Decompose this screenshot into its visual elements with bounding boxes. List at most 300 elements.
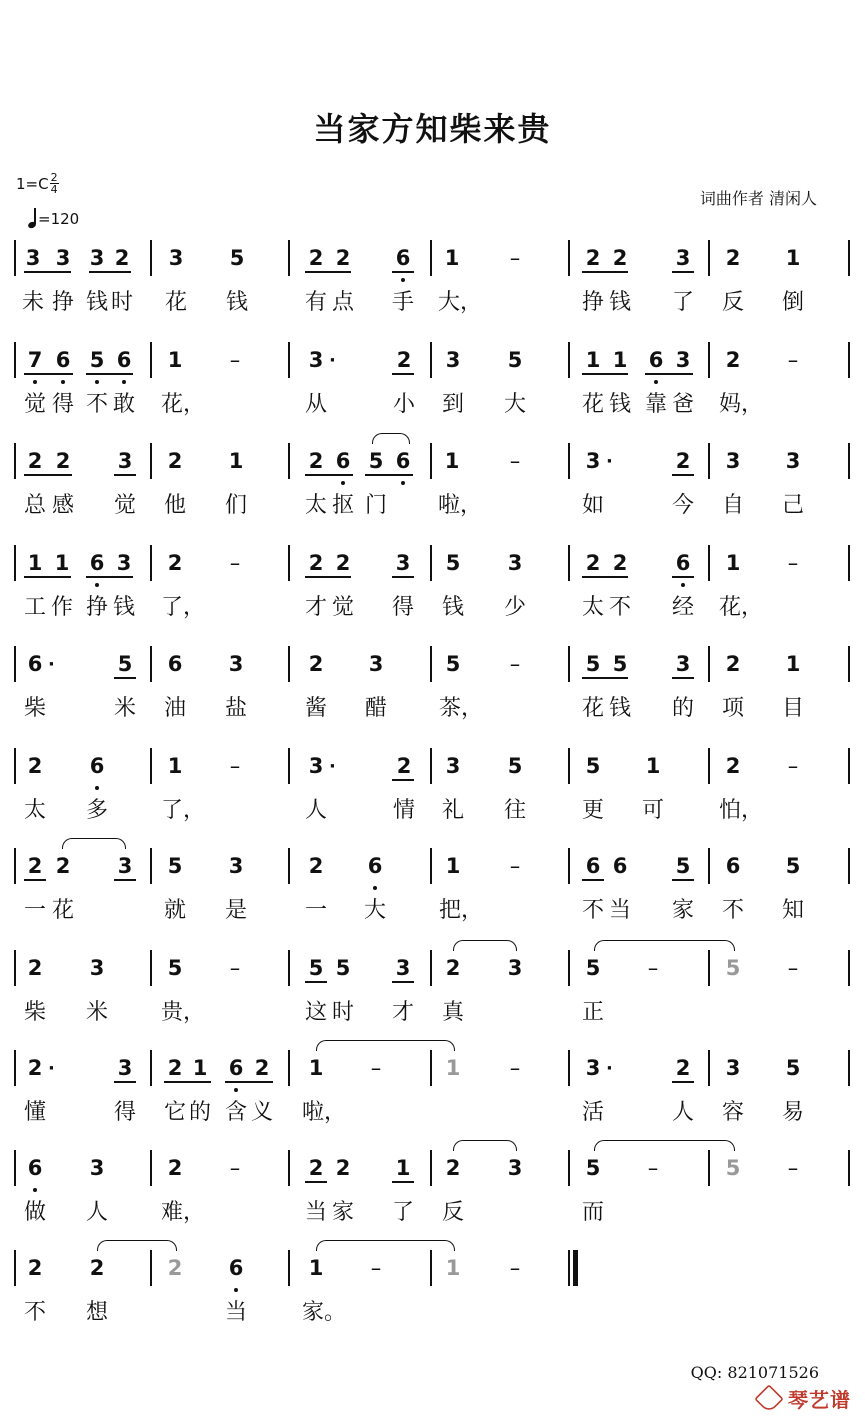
note: 2 — [167, 1156, 183, 1180]
note: 6 — [671, 551, 695, 575]
bar-line — [430, 1050, 432, 1086]
bar-line — [708, 950, 710, 986]
lyric-char: 抠 — [331, 493, 354, 518]
bar-line — [848, 1150, 850, 1186]
lyric-char: 不 — [85, 392, 108, 417]
lyric-char: 人 — [85, 1200, 108, 1225]
note: 2 — [308, 246, 324, 270]
lyric-char: 作 — [50, 595, 73, 620]
dash-note: – — [647, 956, 659, 980]
quarter-note-icon — [28, 208, 36, 228]
lyric-char: 一 — [304, 898, 327, 923]
note: 3 — [55, 246, 71, 270]
lyric-char: 酱 — [304, 696, 327, 721]
lyric-char: 自 — [721, 493, 744, 518]
dash-note: – — [229, 956, 241, 980]
note: 3 — [368, 652, 384, 676]
underline-beam — [86, 373, 133, 375]
lyric-char: 了 — [671, 290, 694, 315]
lyric-char: 经 — [671, 595, 694, 620]
note: 3 — [675, 652, 691, 676]
note: 1 — [445, 854, 461, 878]
note: 2 — [308, 449, 324, 473]
note: 1 — [167, 754, 183, 778]
note: 1 — [444, 246, 460, 270]
note: 2 — [55, 854, 71, 878]
lyric-char: 反 — [721, 290, 744, 315]
lyric-char: 柴 — [23, 1000, 46, 1025]
lyric-char: 活 — [581, 1100, 604, 1125]
lyric-char: 就 — [163, 898, 186, 923]
note: 7 — [23, 348, 47, 372]
lyric-char: 啦， — [438, 493, 483, 518]
lyric-char: 花， — [161, 392, 206, 417]
underline-beam — [114, 677, 136, 679]
lyric-char: 今 — [671, 493, 694, 518]
lyric-char: 项 — [721, 696, 744, 721]
lyric-char: 往 — [503, 798, 526, 823]
lyric-char: 目 — [781, 696, 804, 721]
note: 5 — [335, 956, 351, 980]
note: 5 — [585, 754, 601, 778]
underline-beam — [392, 373, 414, 375]
note: 5 — [229, 246, 245, 270]
dash-note: – — [787, 348, 799, 372]
bar-line — [568, 545, 570, 581]
lyric-char: 想 — [85, 1300, 108, 1325]
lyric-char: 怕， — [719, 798, 764, 823]
lyric-char: 难， — [161, 1200, 206, 1225]
note: 2 — [585, 551, 601, 575]
note: 2 — [335, 246, 351, 270]
lyric-char: 从 — [304, 392, 327, 417]
augmentation-dot: · — [606, 1058, 613, 1079]
bar-line — [288, 342, 290, 378]
note: 2 — [725, 754, 741, 778]
underline-beam — [24, 271, 71, 273]
underline-beam — [392, 1181, 414, 1183]
note: 2 — [167, 1056, 183, 1080]
dash-note: – — [509, 1256, 521, 1280]
augmentation-dot: · — [48, 1058, 55, 1079]
note: 2 — [167, 449, 183, 473]
note: 6 — [612, 854, 628, 878]
note: 6 — [224, 1056, 248, 1080]
slur-arc — [97, 1240, 177, 1251]
lyric-char: 盐 — [224, 696, 247, 721]
underline-beam — [392, 576, 414, 578]
underline-beam — [672, 271, 694, 273]
note: 5 — [167, 956, 183, 980]
lyric-char: 啦， — [302, 1100, 347, 1125]
bar-line — [848, 950, 850, 986]
dash-note: – — [647, 1156, 659, 1180]
underline-beam — [114, 879, 136, 881]
lyric-char: 花 — [51, 898, 74, 923]
bar-line — [568, 1250, 570, 1286]
slur-arc — [453, 940, 517, 951]
bar-line — [14, 545, 16, 581]
note: 5 — [507, 754, 523, 778]
note: 5 — [117, 652, 133, 676]
bar-line — [430, 646, 432, 682]
note: 3 — [725, 449, 741, 473]
lyric-char: 而 — [581, 1200, 604, 1225]
lyric-char: 花 — [164, 290, 187, 315]
note: 1 — [395, 1156, 411, 1180]
bar-line — [708, 443, 710, 479]
lyric-char: 情 — [392, 798, 415, 823]
lyric-char: 才 — [391, 1000, 414, 1025]
bar-line — [150, 748, 152, 784]
lyric-char: 手 — [391, 290, 414, 315]
lyric-char: 懂 — [23, 1100, 46, 1125]
bar-line — [288, 443, 290, 479]
note: 3 — [117, 1056, 133, 1080]
bar-line — [288, 848, 290, 884]
bar-line — [848, 1050, 850, 1086]
lyric-char: 义 — [250, 1100, 273, 1125]
note: 1 — [612, 348, 628, 372]
lyric-char: 家 — [671, 898, 694, 923]
tempo-marking — [28, 208, 79, 228]
underline-beam — [582, 576, 628, 578]
note: 1 — [785, 246, 801, 270]
bar-line — [150, 545, 152, 581]
note: 3 — [308, 754, 324, 778]
augmentation-dot: · — [606, 451, 613, 472]
note: 3 — [168, 246, 184, 270]
score-row — [0, 748, 865, 848]
lyric-char: 觉 — [23, 392, 46, 417]
bar-line — [848, 240, 850, 276]
lyric-char: 钱 — [112, 595, 135, 620]
note: 1 — [308, 1256, 324, 1280]
bar-line — [150, 950, 152, 986]
bar-line — [708, 1150, 710, 1186]
bar-line — [288, 950, 290, 986]
lyric-char: 家 — [331, 1200, 354, 1225]
underline-beam — [672, 1081, 694, 1083]
lyric-char: 了， — [161, 595, 206, 620]
note: 1 — [445, 1056, 461, 1080]
note: 2 — [308, 551, 324, 575]
lyric-char: 钱 — [608, 392, 631, 417]
note: 3 — [89, 956, 105, 980]
underline-beam — [392, 981, 414, 983]
bar-line — [708, 545, 710, 581]
bar-line — [430, 240, 432, 276]
lyric-char: 的 — [671, 696, 694, 721]
bar-line — [150, 1050, 152, 1086]
note: 2 — [27, 449, 43, 473]
lyric-char: 把， — [439, 898, 484, 923]
bar-line — [848, 342, 850, 378]
lyric-char: 当 — [304, 1200, 327, 1225]
time-signature — [50, 172, 59, 195]
lyric-char: 敢 — [112, 392, 135, 417]
slur-arc — [453, 1140, 517, 1151]
lyric-char: 茶， — [439, 696, 484, 721]
note: 2 — [167, 551, 183, 575]
bar-line — [848, 443, 850, 479]
lyric-char: 了， — [161, 798, 206, 823]
note: 5 — [167, 854, 183, 878]
lyric-char: 做 — [23, 1200, 46, 1225]
bar-line — [430, 342, 432, 378]
lyric-char: 一 — [23, 898, 46, 923]
note: 5 — [612, 652, 628, 676]
note: 1 — [192, 1056, 208, 1080]
lyric-char: 小 — [392, 392, 415, 417]
dash-note: – — [509, 652, 521, 676]
note: 2 — [89, 1256, 105, 1280]
dash-note: – — [229, 551, 241, 575]
note: 1 — [308, 1056, 324, 1080]
note: 3 — [228, 854, 244, 878]
lyric-char: 含 — [224, 1100, 247, 1125]
note: 3 — [445, 754, 461, 778]
bar-line — [14, 950, 16, 986]
note: 1 — [444, 449, 460, 473]
slur-arc — [372, 433, 410, 444]
note: 5 — [308, 956, 324, 980]
score-row — [0, 443, 865, 543]
dash-note: – — [509, 449, 521, 473]
note: 2 — [612, 551, 628, 575]
note: 6 — [585, 854, 601, 878]
augmentation-dot: · — [329, 756, 336, 777]
bar-line — [708, 342, 710, 378]
lyric-char: 反 — [441, 1200, 464, 1225]
note: 5 — [445, 652, 461, 676]
dash-note: – — [787, 754, 799, 778]
bar-line — [430, 848, 432, 884]
lyric-char: 太 — [23, 798, 46, 823]
bar-line — [708, 748, 710, 784]
lyric-char: 不 — [23, 1300, 46, 1325]
bar-line — [14, 240, 16, 276]
note: 5 — [507, 348, 523, 372]
bar-line — [150, 848, 152, 884]
lyric-char: 时 — [110, 290, 133, 315]
note: 1 — [27, 551, 43, 575]
underline-beam — [305, 271, 351, 273]
note: 6 — [112, 348, 136, 372]
slur-arc — [594, 940, 735, 951]
underline-beam — [305, 1181, 327, 1183]
bar-line — [288, 1050, 290, 1086]
note: 2 — [27, 1056, 43, 1080]
lyric-char: 得 — [51, 392, 74, 417]
note: 1 — [228, 449, 244, 473]
bar-line — [708, 240, 710, 276]
bar-line — [288, 646, 290, 682]
underline-beam — [24, 879, 46, 881]
time-denominator: 4 — [50, 183, 58, 196]
note: 5 — [785, 1056, 801, 1080]
lyric-char: 不 — [581, 898, 604, 923]
lyric-char: 家。 — [302, 1300, 347, 1325]
lyric-char: 可 — [641, 798, 664, 823]
note: 2 — [445, 1156, 461, 1180]
lyric-char: 到 — [441, 392, 464, 417]
note: 6 — [391, 246, 415, 270]
note: 2 — [167, 1256, 183, 1280]
underline-beam — [24, 576, 71, 578]
lyric-char: 更 — [581, 798, 604, 823]
lyric-char: 有 — [304, 290, 327, 315]
note: 2 — [675, 1056, 691, 1080]
lyric-char: 靠 — [644, 392, 667, 417]
lyric-char: 不 — [721, 898, 744, 923]
bar-line — [14, 443, 16, 479]
bar-line — [430, 748, 432, 784]
underline-beam — [305, 576, 351, 578]
note: 5 — [585, 1156, 601, 1180]
lyric-char: 己 — [781, 493, 804, 518]
augmentation-dot: · — [329, 350, 336, 371]
score-row — [0, 545, 865, 645]
note: 2 — [27, 956, 43, 980]
note: 6 — [27, 652, 43, 676]
lyric-char: 总 — [23, 493, 46, 518]
lyric-char: 大 — [363, 898, 386, 923]
lyric-char: 大， — [438, 290, 483, 315]
lyric-char: 爸 — [671, 392, 694, 417]
note: 5 — [368, 449, 384, 473]
bar-line — [150, 1250, 152, 1286]
bar-line — [288, 1150, 290, 1186]
lyric-char: 不 — [608, 595, 631, 620]
underline-beam — [24, 373, 73, 375]
note: 6 — [363, 854, 387, 878]
note: 2 — [725, 348, 741, 372]
lyric-char: 们 — [224, 493, 247, 518]
key-signature — [16, 172, 59, 195]
bar-line — [568, 646, 570, 682]
note: 3 — [507, 551, 523, 575]
bar-line — [568, 1150, 570, 1186]
underline-beam — [672, 677, 694, 679]
lyric-char: 花 — [581, 392, 604, 417]
lyric-char: 如 — [581, 493, 604, 518]
note: 3 — [507, 956, 523, 980]
score-row — [0, 1150, 865, 1250]
bar-line — [430, 443, 432, 479]
dash-note: – — [370, 1056, 382, 1080]
bar-line — [708, 848, 710, 884]
bar-line — [288, 1250, 290, 1286]
bar-line — [288, 240, 290, 276]
bar-line — [430, 950, 432, 986]
bar-line — [568, 240, 570, 276]
underline-beam — [114, 474, 136, 476]
score-row — [0, 1050, 865, 1150]
lyric-char: 少 — [503, 595, 526, 620]
lyric-char: 他 — [163, 493, 186, 518]
underline-beam — [164, 1081, 211, 1083]
note: 6 — [23, 1156, 47, 1180]
lyric-char: 钱 — [85, 290, 108, 315]
score-row — [0, 646, 865, 746]
lyric-char: 花 — [581, 696, 604, 721]
note: 2 — [725, 246, 741, 270]
underline-beam — [392, 271, 414, 273]
note: 2 — [55, 449, 71, 473]
qq-contact: QQ: 821071526 — [690, 1363, 819, 1382]
dash-note: – — [229, 348, 241, 372]
note: 6 — [644, 348, 668, 372]
lyric-char: 容 — [721, 1100, 744, 1125]
dash-note: – — [509, 1056, 521, 1080]
note: 6 — [51, 348, 75, 372]
note: 3 — [89, 1156, 105, 1180]
score-row — [0, 240, 865, 340]
tempo-value: =120 — [38, 210, 80, 228]
note: 2 — [445, 956, 461, 980]
lyric-char: 门 — [364, 493, 387, 518]
slur-arc — [62, 838, 126, 849]
bar-line — [14, 1150, 16, 1186]
note: 2 — [675, 449, 691, 473]
lyric-char: 真 — [441, 1000, 464, 1025]
lyric-char: 大 — [503, 392, 526, 417]
bar-line — [14, 1250, 16, 1286]
note: 5 — [445, 551, 461, 575]
note: 6 — [85, 754, 109, 778]
lyric-char: 当 — [224, 1300, 247, 1325]
bar-line — [150, 1150, 152, 1186]
bar-line — [568, 342, 570, 378]
note: 5 — [585, 652, 601, 676]
lyric-char: 人 — [304, 798, 327, 823]
underline-beam — [582, 677, 628, 679]
note: 3 — [228, 652, 244, 676]
lyric-char: 时 — [331, 1000, 354, 1025]
lyric-char: 醋 — [364, 696, 387, 721]
note: 1 — [645, 754, 661, 778]
lyric-char: 柴 — [23, 696, 46, 721]
lyric-char: 多 — [85, 798, 108, 823]
lyric-char: 花， — [719, 595, 764, 620]
note: 3 — [725, 1056, 741, 1080]
bar-line — [150, 342, 152, 378]
note: 5 — [675, 854, 691, 878]
underline-beam — [672, 474, 694, 476]
underline-beam — [89, 271, 131, 273]
note: 2 — [308, 1156, 324, 1180]
lyric-char: 才 — [304, 595, 327, 620]
lyric-char: 太 — [581, 595, 604, 620]
lyric-char: 知 — [781, 898, 804, 923]
underline-beam — [672, 576, 694, 578]
bar-line — [568, 950, 570, 986]
note: 1 — [54, 551, 70, 575]
lyric-char: 它 — [163, 1100, 186, 1125]
bar-line — [14, 342, 16, 378]
note: 5 — [85, 348, 109, 372]
author-credit: 词曲作者 清闲人 — [699, 189, 817, 208]
bar-line — [848, 646, 850, 682]
note: 2 — [612, 246, 628, 270]
note: 2 — [335, 551, 351, 575]
note: 2 — [396, 348, 412, 372]
lyric-char: 钱 — [608, 290, 631, 315]
underline-beam — [305, 474, 353, 476]
bar-line — [430, 1150, 432, 1186]
note: 3 — [675, 348, 691, 372]
